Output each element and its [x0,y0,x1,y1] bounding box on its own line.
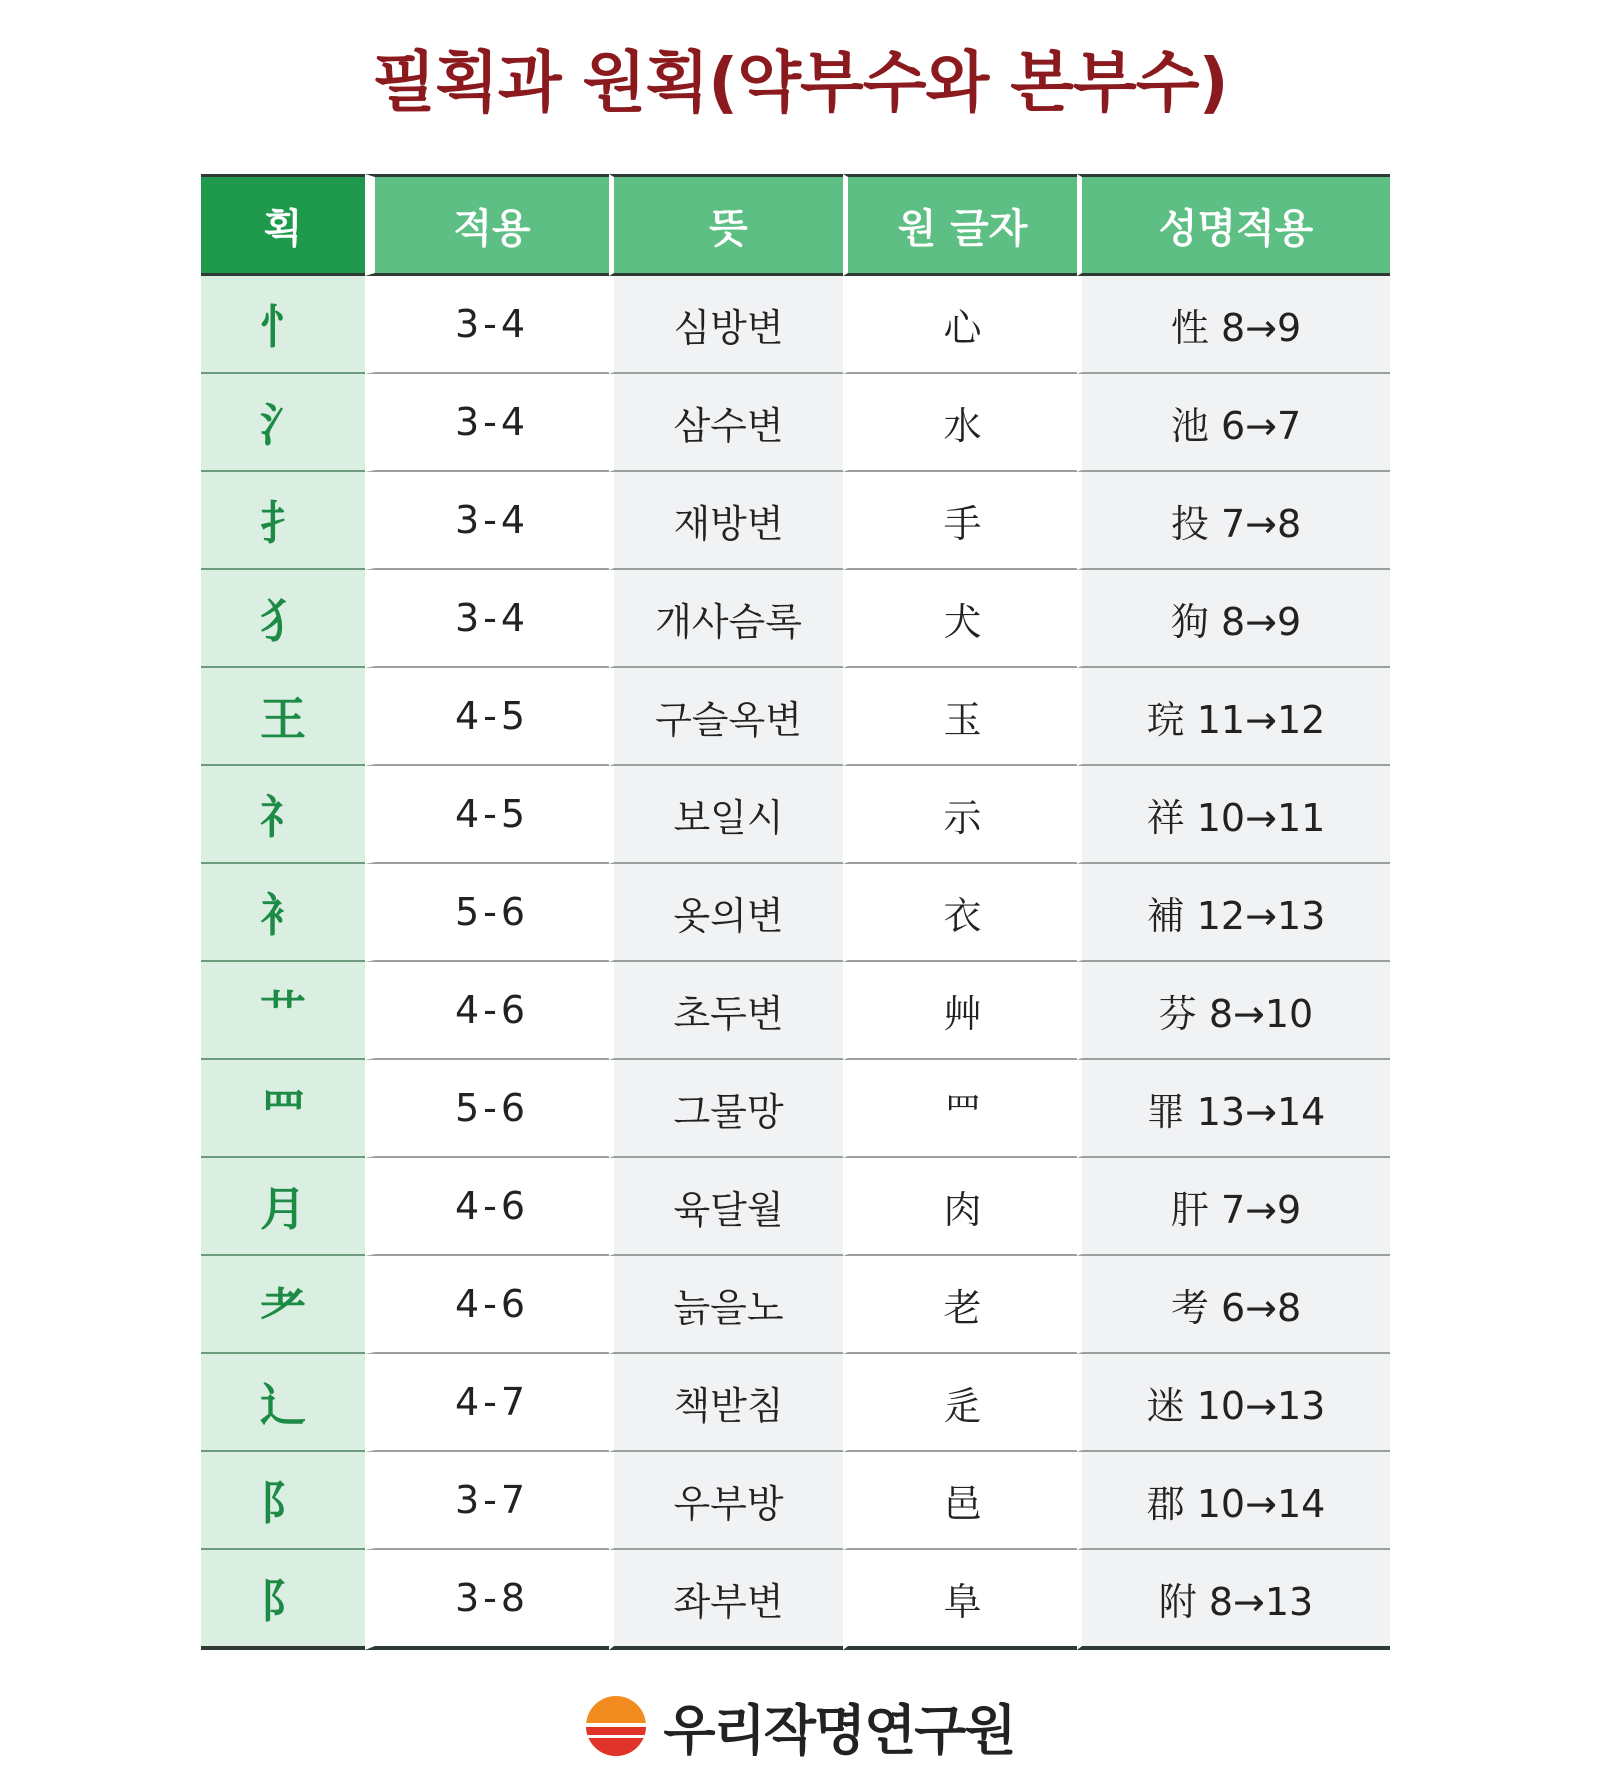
original-cell: 玉 [843,668,1077,766]
name-use-cell: 投 7→8 [1077,472,1390,570]
radical-cell: 月 [201,1158,365,1256]
strokes-cell: 3-4 [365,374,609,472]
original-cell: 示 [843,766,1077,864]
meaning-cell: 보일시 [609,766,843,864]
meaning-cell: 재방변 [609,472,843,570]
original-cell: 邑 [843,1452,1077,1550]
original-cell: 犬 [843,570,1077,668]
radical-cell: 扌 [201,472,365,570]
meaning-cell: 구슬옥변 [609,668,843,766]
table-row [201,668,1390,766]
table-row [201,472,1390,570]
table-row [201,766,1390,864]
radical-cell: 氵 [201,374,365,472]
radical-cell: 阝 [201,1550,365,1650]
meaning-cell: 개사슴록 [609,570,843,668]
radical-cell: 辶 [201,1354,365,1452]
table-header-row [201,174,1390,276]
strokes-cell: 4-5 [365,766,609,864]
radical-cell: 罒 [201,1060,365,1158]
radical-cell: 艹 [201,962,365,1060]
strokes-cell: 4-6 [365,962,609,1060]
meaning-cell: 심방변 [609,276,843,374]
name-use-cell: 肝 7→9 [1077,1158,1390,1256]
radical-cell: 衤 [201,864,365,962]
name-use-cell: 附 8→13 [1077,1550,1390,1650]
strokes-cell: 4-6 [365,1256,609,1354]
sun-logo-icon [585,1695,647,1757]
meaning-cell: 삼수변 [609,374,843,472]
header-radical: 획 [201,174,365,276]
name-use-cell: 狗 8→9 [1077,570,1390,668]
meaning-cell: 옷의변 [609,864,843,962]
table-row [201,1550,1390,1650]
name-use-cell: 祥 10→11 [1077,766,1390,864]
radical-table-container [201,174,1390,1650]
strokes-cell: 3-4 [365,472,609,570]
strokes-cell: 4-6 [365,1158,609,1256]
meaning-cell: 책받침 [609,1354,843,1452]
strokes-cell: 3-4 [365,276,609,374]
meaning-cell: 우부방 [609,1452,843,1550]
page-title: 필획과 원획(약부수와 본부수) [372,44,1228,121]
table-row [201,962,1390,1060]
header-name-use: 성명적용 [1077,174,1390,276]
strokes-cell: 5-6 [365,864,609,962]
radical-cell: 犭 [201,570,365,668]
radical-table [201,174,1390,1650]
table-row [201,1158,1390,1256]
strokes-cell: 5-6 [365,1060,609,1158]
name-use-cell: 性 8→9 [1077,276,1390,374]
radical-cell: 王 [201,668,365,766]
original-cell: 罒 [843,1060,1077,1158]
name-use-cell: 池 6→7 [1077,374,1390,472]
brand-logo [0,1686,1600,1766]
strokes-cell: 3-8 [365,1550,609,1650]
table-row [201,1060,1390,1158]
original-cell: 心 [843,276,1077,374]
name-use-cell: 郡 10→14 [1077,1452,1390,1550]
table-row [201,374,1390,472]
table-row [201,1354,1390,1452]
header-meaning: 뜻 [609,174,843,276]
name-use-cell: 罪 13→14 [1077,1060,1390,1158]
table-row [201,1452,1390,1550]
name-use-cell: 琓 11→12 [1077,668,1390,766]
original-cell: 水 [843,374,1077,472]
name-use-cell: 迷 10→13 [1077,1354,1390,1452]
strokes-cell: 3-4 [365,570,609,668]
header-strokes: 적용 [365,174,609,276]
radical-cell: 礻 [201,766,365,864]
table-row [201,276,1390,374]
radical-cell: 耂 [201,1256,365,1354]
meaning-cell: 좌부변 [609,1550,843,1650]
original-cell: 手 [843,472,1077,570]
original-cell: 肉 [843,1158,1077,1256]
strokes-cell: 4-7 [365,1354,609,1452]
strokes-cell: 4-5 [365,668,609,766]
table-row [201,864,1390,962]
original-cell: 辵 [843,1354,1077,1452]
name-use-cell: 芬 8→10 [1077,962,1390,1060]
strokes-cell: 3-7 [365,1452,609,1550]
table-body [201,276,1390,1650]
header-original: 원 글자 [843,174,1077,276]
brand-name: 우리작명연구원 [663,1698,1015,1762]
original-cell: 衣 [843,864,1077,962]
original-cell: 阜 [843,1550,1077,1650]
meaning-cell: 그물망 [609,1060,843,1158]
original-cell: 老 [843,1256,1077,1354]
radical-cell: 阝 [201,1452,365,1550]
meaning-cell: 육달월 [609,1158,843,1256]
name-use-cell: 補 12→13 [1077,864,1390,962]
meaning-cell: 초두변 [609,962,843,1060]
name-use-cell: 考 6→8 [1077,1256,1390,1354]
table-row [201,1256,1390,1354]
original-cell: 艸 [843,962,1077,1060]
radical-cell: 忄 [201,276,365,374]
table-row [201,570,1390,668]
meaning-cell: 늙을노 [609,1256,843,1354]
